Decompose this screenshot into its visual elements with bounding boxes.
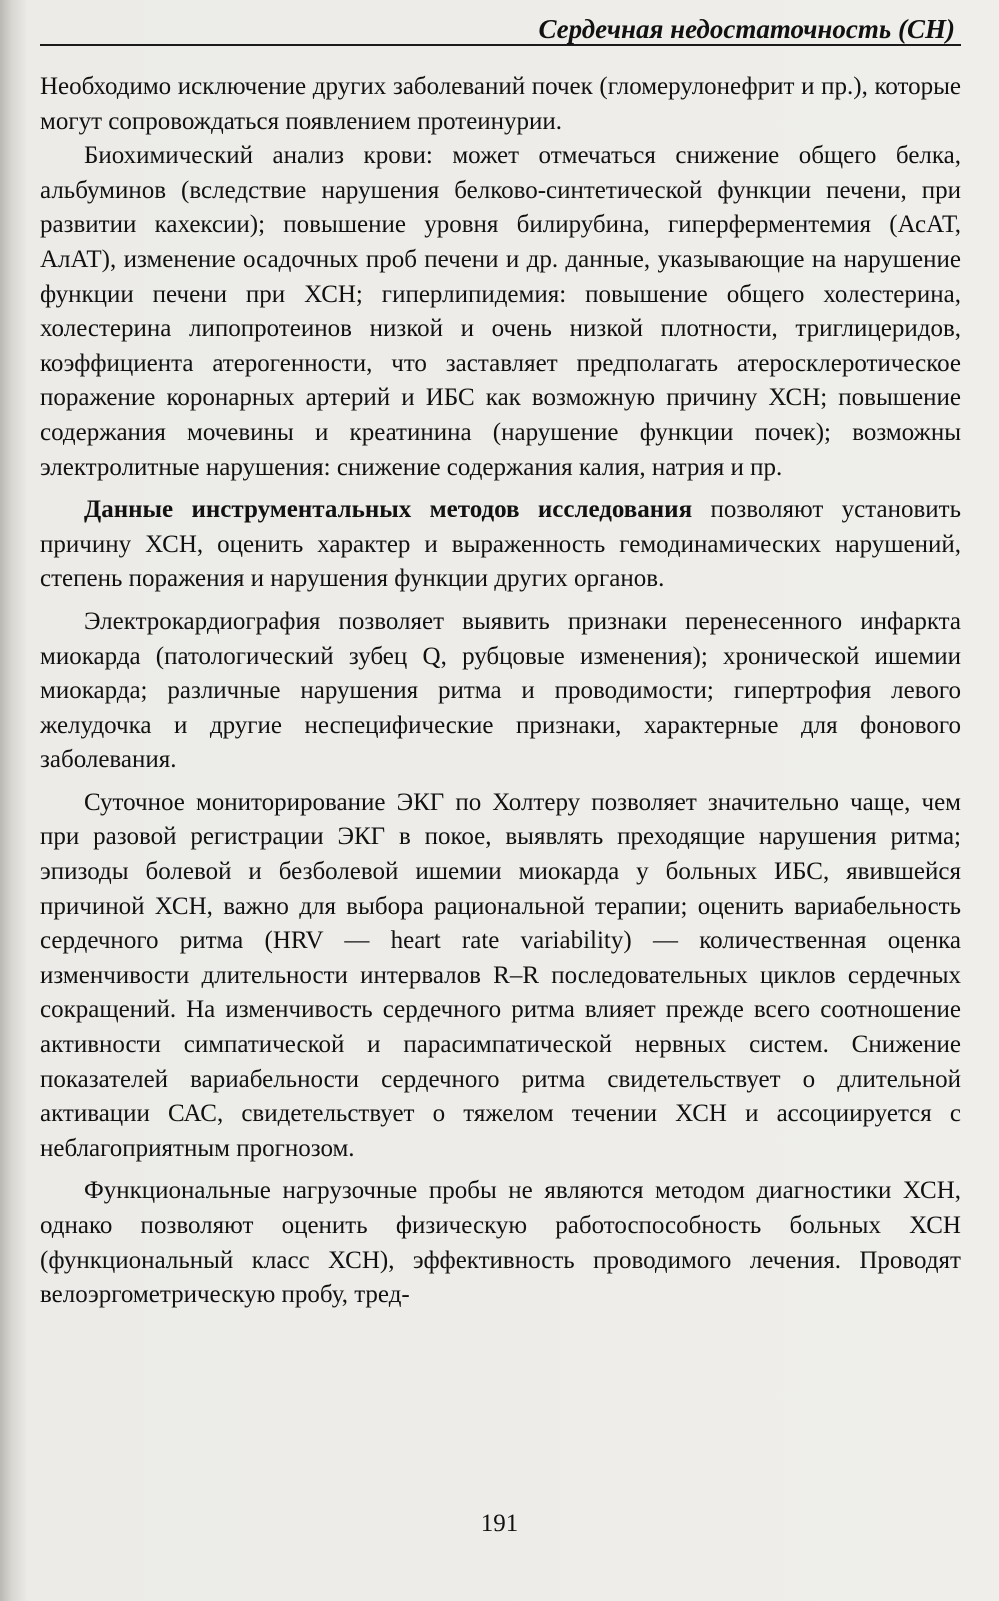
chapter-title: Сердечная недостаточность (СН): [538, 14, 955, 44]
paragraph-holter: Суточное мониторирование ЭКГ по Холтеру позволяет значительно чаще, чем при разовой регистрации ЭКГ в покое, выявлять преходящие нарушения ритма; эпизоды болевой и безболевой ишемии миокарда у больных ИБС, явившейся причиной ХСН, важно для выбора рациональной терапии; оценить вариабельность сердечного ритма (HRV — heart rate variability) — количественная оценка изменчивости длительности интервалов R–R последовательных циклов сердечных сокращений. На изменчивость сердечного ритма влияет прежде всего соотношение активности симпатической и парасимпатической нервных систем. Снижение показателей вариабельности сердечного ритма свидетельствует о длительной активации САС, свидетельствует о тяжелом течении ХСН и ассоциируется с неблагоприятным прогнозом.: [40, 788, 961, 1162]
paragraph-lead-heading: Данные инструментальных методов исследования: [84, 496, 693, 524]
page-number: 191: [480, 1510, 519, 1537]
paragraph-instrumental-methods: [40, 493, 961, 597]
paragraph-kidney-exclusion: Необходимо исключение других заболеваний почек (гломерулонефрит и пр.), которые могут сопровождаться появлением протеинурии.: [40, 73, 961, 135]
running-header: [40, 14, 961, 46]
paragraph-biochemistry: Биохимический анализ крови: может отмечаться снижение общего белка, альбуминов (вследствие нарушения белково-синтетической функции печени, при развитии кахексии); повышение уровня билирубина, гиперферментемия (АсАТ, АлАТ), изменение осадочных проб печени и др. данные, указывающие на нарушение функции печени при ХСН; гиперлипидемия: повышение общего холестерина, холестерина липопротеинов низкой и очень низкой плотности, триглицеридов, коэффициента атерогенности, что заставляет предполагать атеросклеротическое поражение коронарных артерий и ИБС как возможную причину ХСН; повышение содержания мочевины и креатинина (нарушение функции почек); возможны электролитные нарушения: снижение содержания калия, натрия и пр.: [40, 142, 961, 481]
paragraph-ecg: Электрокардиография позволяет выявить признаки перенесенного инфаркта миокарда (патологический зубец Q, рубцовые изменения); хронической ишемии миокарда; различные нарушения ритма и проводимости; гипертрофия левого желудочка и другие неспецифические признаки, характерные для фонового заболевания.: [40, 607, 961, 774]
page-body: [40, 70, 961, 1313]
paragraph-instrumental-text: позволяют установить причину ХСН, оценить характер и выраженность гемодинамических нарушений, степень поражения и нарушения функции других органов.: [40, 496, 961, 593]
paragraph-stress-tests: Функциональные нагрузочные пробы не являются методом диагностики ХСН, однако позволяют оценить физическую работоспособность больных ХСН (функциональный класс ХСН), эффективность проводимого лечения. Проводят велоэргометрическую пробу, тред-: [40, 1177, 961, 1309]
